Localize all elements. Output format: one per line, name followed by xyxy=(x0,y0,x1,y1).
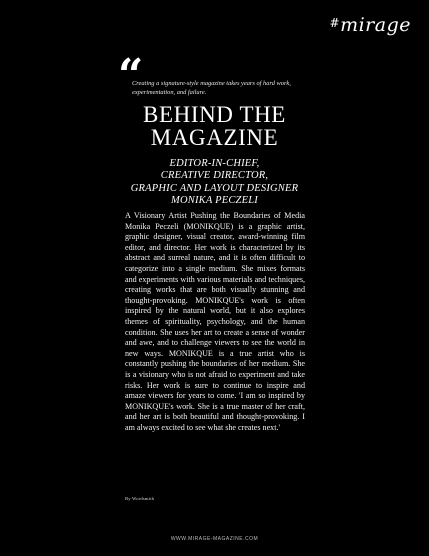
role-line: GRAPHIC AND LAYOUT DESIGNER xyxy=(130,182,299,194)
logo-text: mirage xyxy=(340,14,411,36)
title-line-2: MAGAZINE xyxy=(150,125,279,150)
role-line: CREATIVE DIRECTOR, xyxy=(160,170,269,182)
quote-mark-icon: “ xyxy=(118,50,144,101)
footer-url: WWW.MIRAGE-MAGAZINE.COM xyxy=(170,536,259,542)
logo-hash: # xyxy=(329,16,341,30)
author-name: MONIKA PECZELI xyxy=(171,195,258,207)
title-line-1: BEHIND THE xyxy=(143,102,286,127)
pull-quote: Creating a signature-style magazine takes years of hard work, experimentation, and failure. xyxy=(132,80,291,96)
role-line: EDITOR-IN-CHIEF, xyxy=(169,158,260,169)
article-body: A Visionary Artist Pushing the Boundaries of Media Monika Peczeli (MONIKQUE) is a graphic artist, graphic designer, visual creator, award-winning film editor, and director. Her work is characterized by its abstract and surreal nature, and it is often difficult to categorize into a single medium. She mixes formats and experiments with various materials and techniques, creating works that are both visually stunning and thought-provoking. MONIKQUE's work is often inspired by the natural world, but it also explores themes of spirituality, psychology, and the human condition. She uses her art to create a sense of wonder and awe, and to challenge viewers to see the world in new ways. MONIKQUE is a true artist who is constantly pushing the boundaries of her medium. She is a visionary who is not afraid to experiment and take risks. Her work is sure to continue to inspire and amaze viewers for years to come. 'I am so inspired by MONIKQUE's work. She is a true master of her craft, and her art is both beautiful and thought-provoking. I am always excited to see what she creates next.' xyxy=(125,211,305,432)
author-roles xyxy=(100,158,329,208)
byline: By Wordsmith xyxy=(125,496,155,501)
mirage-logo xyxy=(330,14,411,36)
page-title xyxy=(100,103,329,149)
